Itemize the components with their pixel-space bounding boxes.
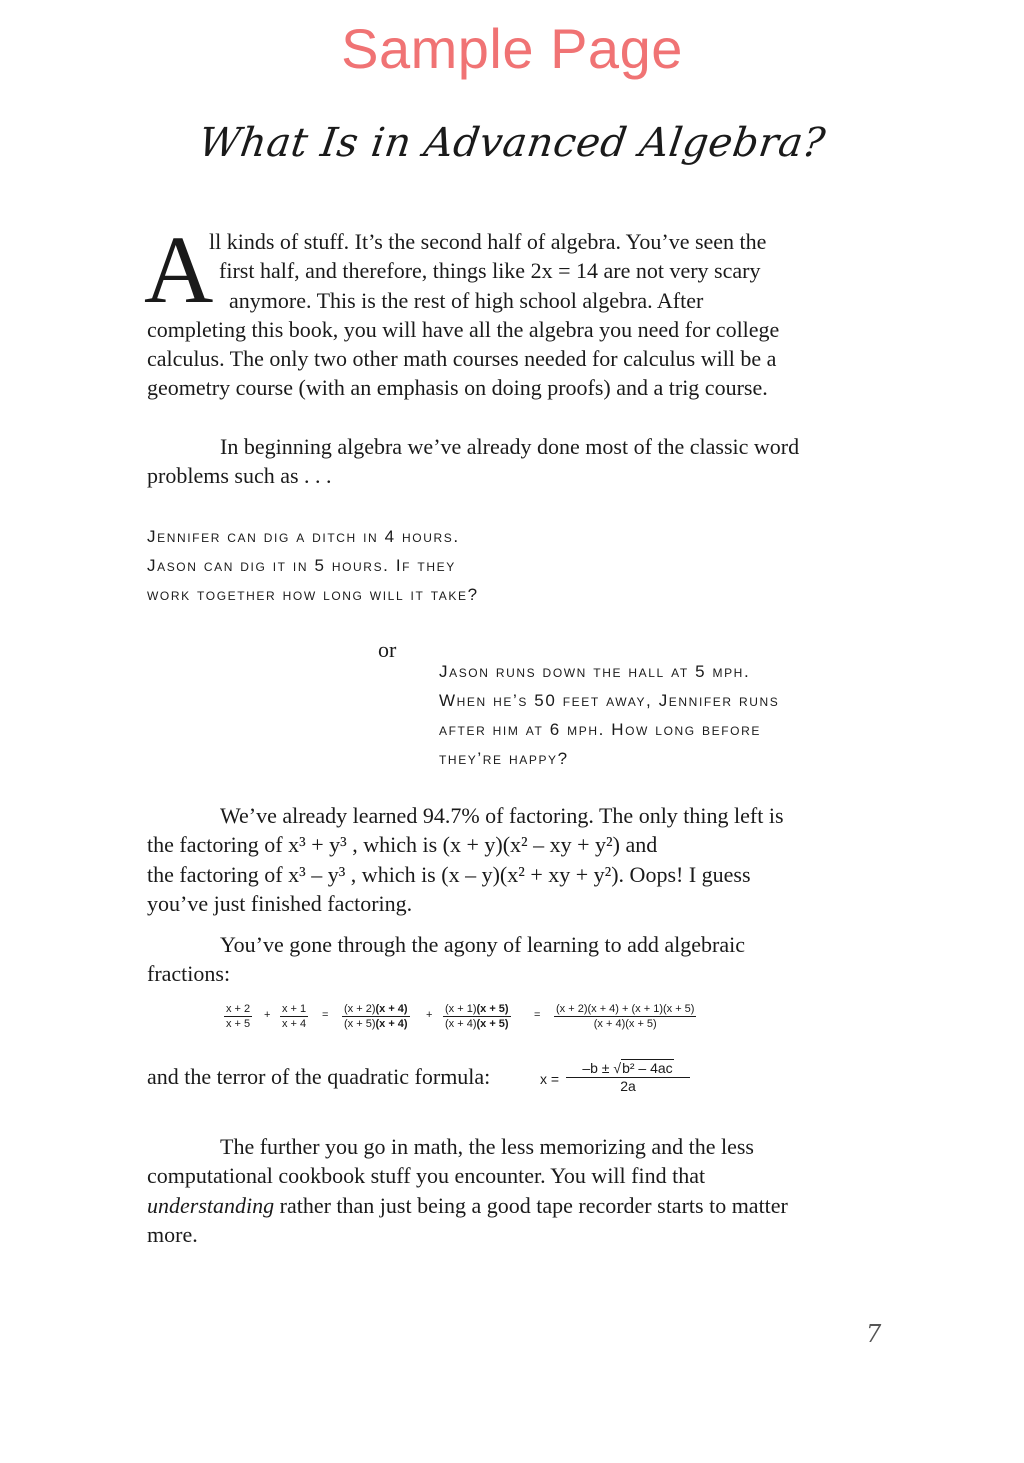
intro-line: geometry course (with an emphasis on doing proofs) and a trig course. [147,375,768,401]
intro-line: anymore. This is the rest of high school algebra. After [229,287,704,313]
problem-line: Jason runs down the hall at 5 mph. [439,662,751,681]
quadratic-label: and the terror of the quadratic formula: [147,1064,491,1089]
paragraph-line: You’ve gone through the agony of learning to add algebraic [220,932,746,957]
paragraph-line: In beginning algebra we’ve already done most of the classic word [220,434,800,459]
quadratic-numerator: –b ± √b² – 4ac [566,1060,690,1078]
fraction [443,1002,511,1031]
or-connector: or [378,637,397,662]
quadratic-denominator: 2a [620,1078,636,1094]
closing-paragraph [147,1132,867,1249]
fraction-numerator: (x + 1)(x + 5) [445,1003,509,1015]
problem-line: they’re happy? [439,749,569,768]
factoring-paragraph [147,801,867,918]
fraction-denominator: (x + 4)(x + 5) [445,1018,509,1030]
paragraph-line: you’ve just finished factoring. [147,890,413,916]
fraction-denominator: x + 4 [282,1018,307,1030]
paragraph-line: the factoring of x³ + y³ , which is (x + y)(x² – xy + y²) and [147,832,658,858]
chapter-title: What Is in Advanced Algebra? [195,120,829,166]
intro-paragraph [147,227,867,403]
fraction-denominator: (x + 4)(x + 5) [593,1018,657,1030]
paragraph-line: problems such as . . . [147,463,332,489]
fraction-numerator: (x + 2)(x + 4) [344,1003,408,1015]
word-problems-paragraph [147,432,867,491]
word-problem-ditch [147,522,479,609]
plus-sign: + [264,1009,271,1021]
problem-line: Jennifer can dig a ditch in 4 hours. [147,527,460,546]
paragraph-line: fractions: [147,961,231,987]
quadratic-fraction [566,1060,690,1095]
drop-cap: A [144,216,214,323]
intro-line: first half, and therefore, things like 2x = 14 are not very scary [219,258,761,284]
plus-sign: + [426,1009,433,1021]
fraction-numerator: (x + 2)(x + 4) + (x + 1)(x + 5) [556,1003,695,1015]
sample-page-watermark: Sample Page [341,17,683,80]
fraction-denominator: x + 5 [226,1018,251,1030]
problem-line: after him at 6 mph. How long before [439,720,761,739]
fraction [342,1002,410,1031]
fraction-denominator: (x + 5)(x + 4) [344,1018,408,1030]
problem-line: When he’s 50 feet away, Jennifer runs [439,691,780,710]
intro-line: calculus. The only two other math courses needed for calculus will be a [147,346,777,372]
x-equals: x = [540,1071,560,1087]
word-problem-chase [439,657,779,773]
intro-line: ll kinds of stuff. It’s the second half of algebra. You’ve seen the [209,229,767,254]
fraction [280,1002,308,1031]
paragraph-line: more. [147,1221,198,1247]
paragraph-line: computational cookbook stuff you encounter. You will find that [147,1163,706,1189]
fraction-numerator: x + 2 [226,1003,251,1015]
paragraph-line: We’ve already learned 94.7% of factoring. The only thing left is [220,803,784,828]
fraction [554,1002,696,1031]
fraction [224,1002,252,1031]
equals-sign: = [534,1009,541,1021]
equals-sign: = [322,1009,329,1021]
intro-line: completing this book, you will have all the algebra you need for college [147,316,780,342]
problem-line: Jason can dig it in 5 hours. If they [147,556,456,575]
fractions-paragraph [147,930,867,989]
paragraph-line: The further you go in math, the less memorizing and the less [220,1134,754,1159]
page-number: 7 [866,1320,882,1348]
problem-line: work together how long will it take? [147,585,479,604]
paragraph-line: the factoring of x³ – y³ , which is (x – y)(x² + xy + y²). Oops! I guess [147,861,751,887]
paragraph-line: understanding rather than just being a good tape recorder starts to matter [147,1192,788,1218]
emphasis-understanding: understanding [147,1192,275,1218]
fraction-numerator: x + 1 [282,1003,307,1015]
